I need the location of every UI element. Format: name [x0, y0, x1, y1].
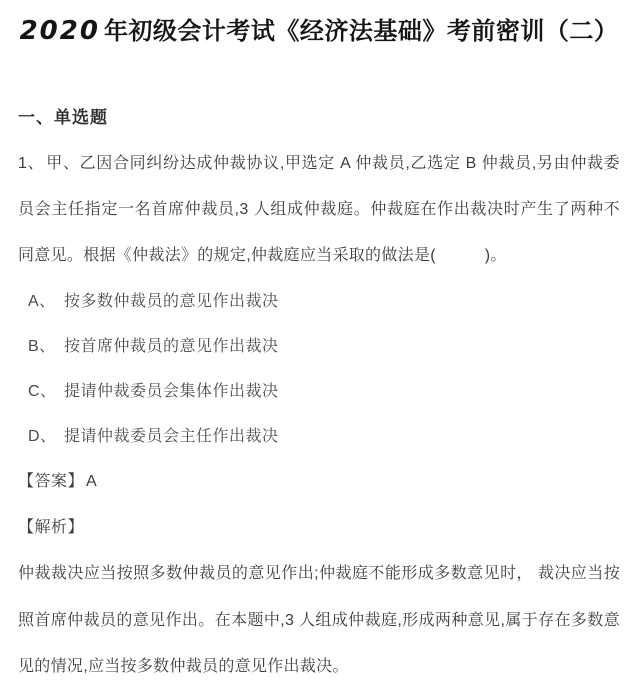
document-title	[18, 12, 620, 51]
answer-row	[18, 459, 620, 505]
option-a	[18, 279, 620, 324]
option-d-text: 提请仲裁委员会主任作出裁决	[64, 428, 279, 445]
question-paragraph	[18, 141, 620, 279]
option-c-label: C、	[28, 383, 57, 400]
option-a-text: 按多数仲裁员的意见作出裁决	[64, 293, 279, 310]
option-d-label: D、	[28, 428, 57, 445]
option-b-text: 按首席仲裁员的意见作出裁决	[64, 338, 279, 355]
title-year: 2020	[19, 16, 100, 46]
option-b-label: B、	[28, 338, 56, 355]
title-text: 年初级会计考试《经济法基础》考前密训（二）	[103, 18, 619, 45]
option-a-label: A、	[28, 293, 56, 310]
option-b	[18, 324, 620, 369]
option-d	[18, 414, 620, 459]
analysis-label: 【解析】	[18, 519, 85, 536]
question-number: 1、	[18, 155, 45, 172]
option-list	[18, 279, 620, 459]
section-heading: 一、单选题	[18, 108, 108, 127]
question-text: 甲、乙因合同纠纷达成仲裁协议,甲选定 A 仲裁员,乙选定 B 仲裁员,另由仲裁委员会主任指定一名首席仲裁员,3 人组成仲裁庭。仲裁庭在作出裁决时产生了两种不同意见。根据《仲裁法》的规定,仲裁庭应当采取的做法是( )。	[18, 155, 620, 264]
analysis-paragraph: 仲裁裁决应当按照多数仲裁员的意见作出;仲裁庭不能形成多数意见时， 裁决应当按照首席仲裁员的意见作出。在本题中,3 人组成仲裁庭,形成两种意见,属于存在多数意见的情况,应当按多数仲裁员的意见作出裁决。	[18, 565, 620, 675]
option-c-text: 提请仲裁委员会集体作出裁决	[64, 383, 279, 400]
answer-value: A	[86, 473, 98, 490]
answer-label: 【答案】	[18, 473, 85, 490]
option-c	[18, 369, 620, 414]
